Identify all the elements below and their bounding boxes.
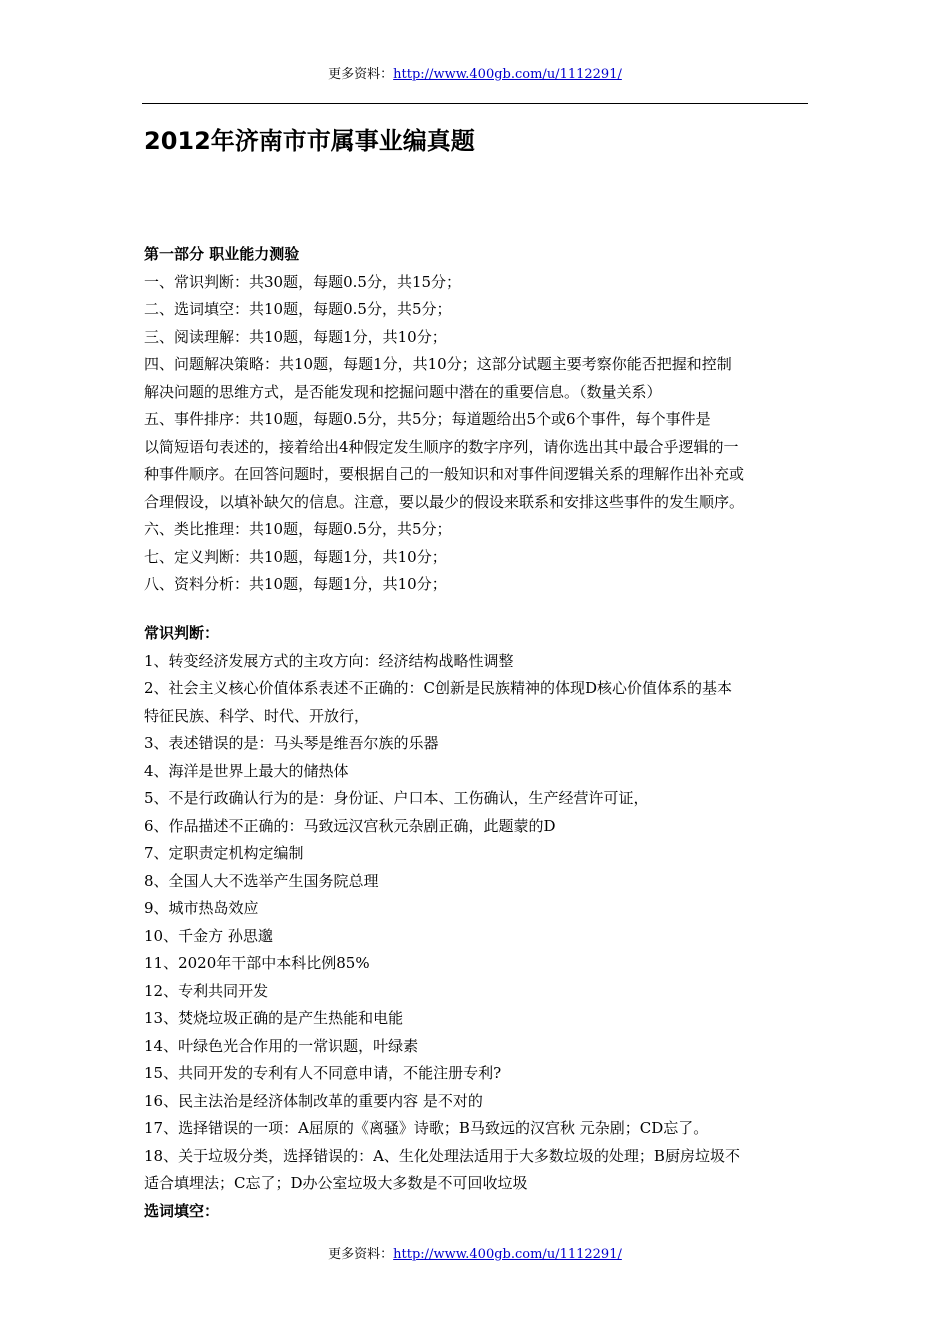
header-rule (142, 103, 808, 104)
footer-link[interactable]: http://www.400gb.com/u/1112291/ (393, 1247, 622, 1262)
part1-line: 解决问题的思维方式，是否能发现和挖掘问题中潜在的重要信息。（数量关系） (144, 382, 662, 401)
part1-line: 四、问题解决策略：共10题，每题1分，共10分；这部分试题主要考察你能否把握和控制 (144, 355, 732, 373)
part2-line: 18、关于垃圾分类，选择错误的：A、生化处理法适用于大多数垃圾的处理；B厨房垃圾不 (144, 1146, 740, 1165)
part1-line: 二、选词填空：共10题，每题0.5分，共5分； (144, 300, 452, 318)
part2-line: 15、共同开发的专利有人不同意申请，不能注册专利? (144, 1064, 502, 1082)
part1-line: 七、定义判断：共10题，每题1分，共10分； (144, 547, 447, 566)
part2-line: 4、海洋是世界上最大的储热体 (144, 761, 349, 780)
part1-heading: 第一部分 职业能力测验 (144, 245, 300, 263)
part2-line: 9、城市热岛效应 (144, 899, 259, 917)
part1-line: 三、阅读理解：共10题，每题1分，共10分； (144, 327, 447, 346)
page-title: 2012年济南市市属事业编真题 (144, 127, 475, 155)
part2-line: 17、选择错误的一项：A屈原的《离骚》诗歌；B马致远的汉宫秋 元杂剧；CD忘了。 (144, 1119, 709, 1137)
part2-line: 7、定职责定机构定编制 (144, 844, 304, 862)
part1-line: 合理假设，以填补缺欠的信息。注意，要以最少的假设来联系和安排这些事件的发生顺序。 (144, 492, 745, 511)
header-link[interactable]: http://www.400gb.com/u/1112291/ (393, 67, 622, 82)
part2-section (144, 620, 812, 1225)
part2-line: 16、民主法治是经济体制改革的重要内容 是不对的 (144, 1091, 483, 1110)
next-section-heading: 选词填空： (144, 1201, 220, 1220)
part2-line: 5、不是行政确认行为的是：身份证、户口本、工伤确认，生产经营许可证， (144, 789, 649, 807)
footer-label: 更多资料： (328, 1247, 394, 1262)
part1-line: 八、资料分析：共10题，每题1分，共10分； (144, 575, 447, 593)
part1-line: 五、事件排序：共10题，每题0.5分，共5分；每道题给出5个或6个事件，每个事件是 (144, 410, 711, 428)
part2-line: 2、社会主义核心价值体系表述不正确的：C创新是民族精神的体现D核心价值体系的基本 (144, 679, 733, 697)
part1-line: 六、类比推理：共10题，每题0.5分，共5分； (144, 520, 452, 538)
part2-line: 14、叶绿色光合作用的一常识题，叶绿素 (144, 1036, 419, 1055)
part2-line: 特征民族、科学、时代、开放行， (144, 706, 370, 725)
part2-line: 8、全国人大不选举产生国务院总理 (144, 871, 379, 890)
part2-line: 6、作品描述不正确的：马致远汉宫秋元杂剧正确，此题蒙的D (144, 816, 556, 835)
part2-line: 1、转变经济发展方式的主攻方向：经济结构战略性调整 (144, 651, 514, 670)
part1-line: 一、常识判断：共30题，每题0.5分，共15分； (144, 272, 462, 291)
part2-line: 13、焚烧垃圾正确的是产生热能和电能 (144, 1009, 404, 1027)
part1-section (144, 241, 812, 599)
part2-heading: 常识判断： (144, 624, 220, 642)
part1-line: 以简短语句表述的，接着给出4种假定发生顺序的数字序列，请你选出其中最合乎逻辑的一 (144, 437, 739, 456)
part1-line: 种事件顺序。在回答问题时，要根据自己的一般知识和对事件间逻辑关系的理解作出补充或 (144, 465, 745, 483)
page-footer (0, 1247, 950, 1263)
part2-line: 适合填埋法；C忘了；D办公室垃圾大多数是不可回收垃圾 (144, 1174, 528, 1192)
header-label: 更多资料： (328, 67, 394, 82)
part2-line: 10、千金方 孙思邈 (144, 926, 273, 945)
part2-line: 12、专利共同开发 (144, 981, 269, 1000)
page-header (0, 67, 950, 83)
part2-line: 11、2020年干部中本科比例85% (144, 954, 370, 972)
part2-line: 3、表述错误的是：马头琴是维吾尔族的乐器 (144, 734, 439, 752)
